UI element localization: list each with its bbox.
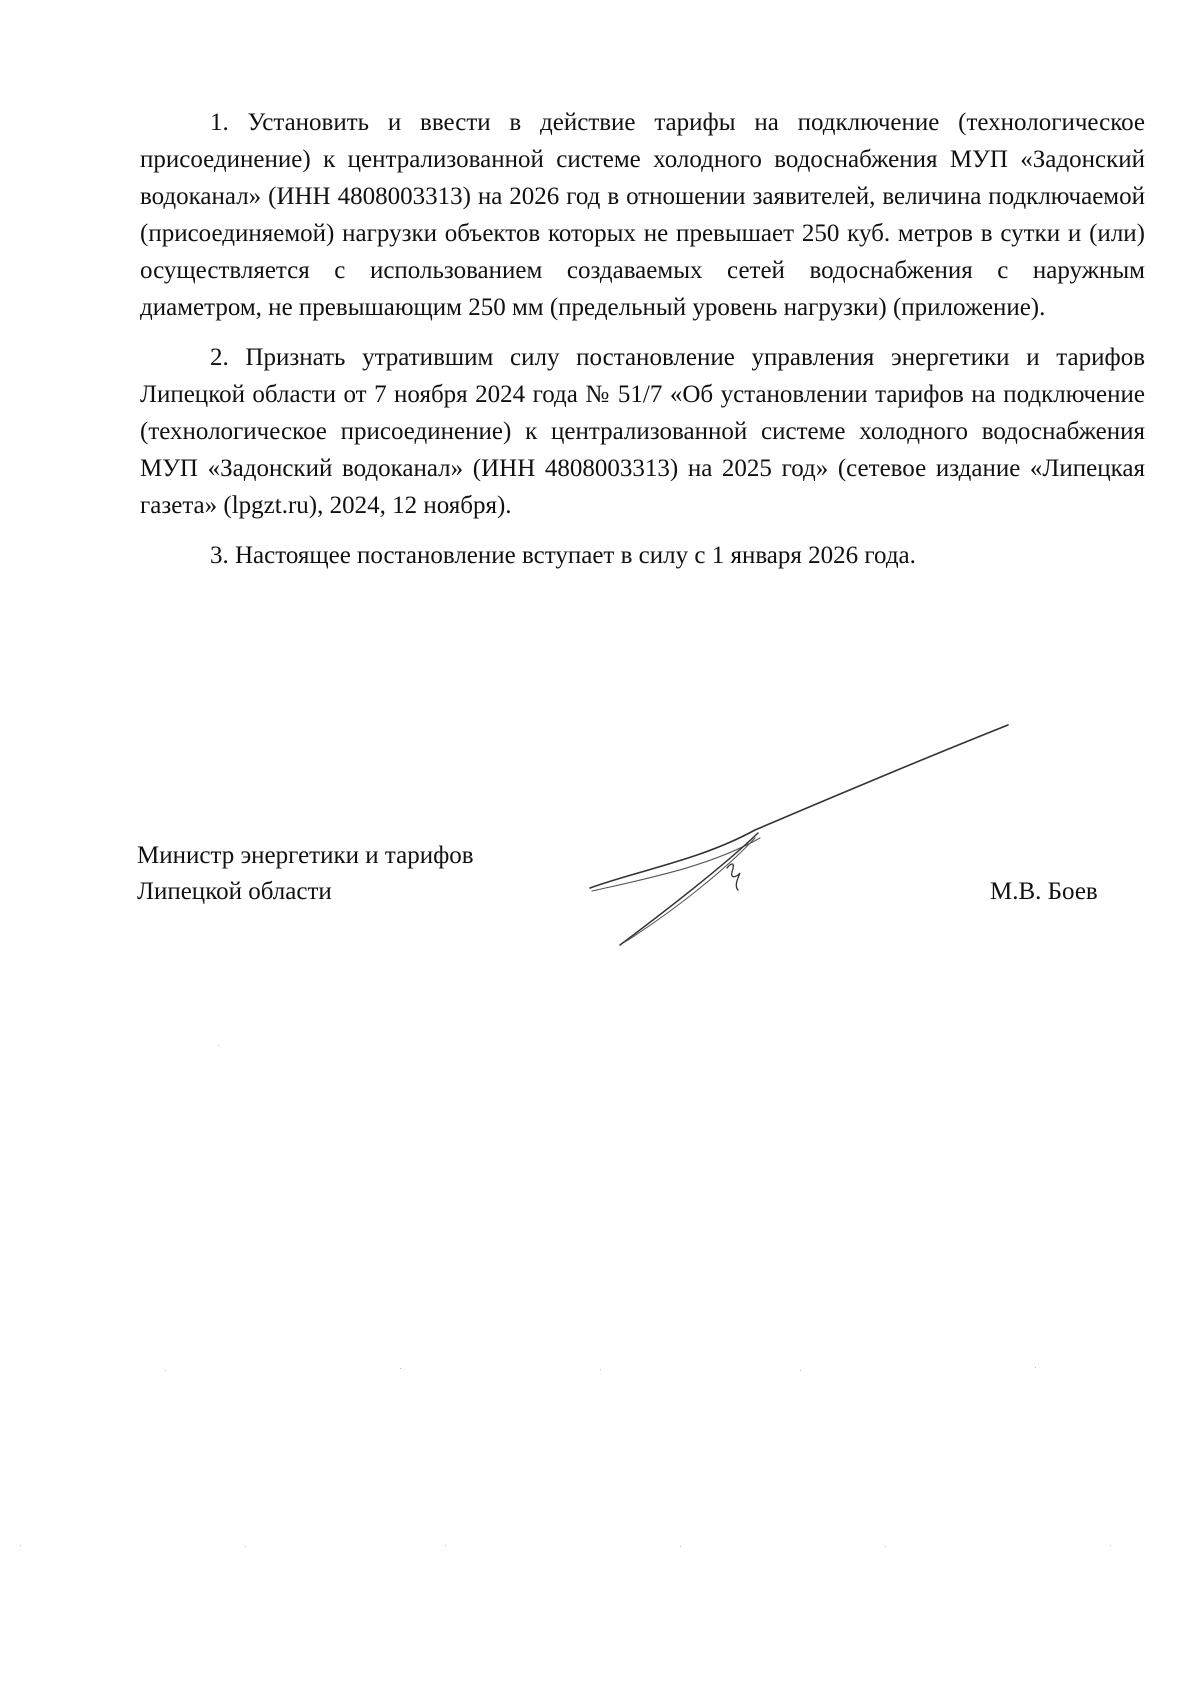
paragraph-3: 3. Настоящее постановление вступает в силу с 1 января 2026 года. [210, 542, 916, 569]
handwritten-signature [580, 720, 1040, 950]
paragraph-2: 2. Признать утратившим силу постановление управления энергетики и тарифов Липецкой области от 7 ноября 2024 года № 51/7 «Об установлении тарифов на подключение (технологическое присоединение) к централизованной системе холодного водоснабжения МУП «Задонский водоканал» (ИНН 4808003313) на 2025 год» (сетевое издание «Липецкая газета» (lpgzt.ru), 2024, 12 ноября). [140, 344, 1145, 519]
signatory-title-line-1: Министр энергетики и тарифов [137, 842, 474, 869]
signatory-title-line-2: Липецкой области [137, 878, 332, 905]
document-body [140, 104, 1145, 574]
signatory-title [137, 838, 474, 910]
paragraph-1: 1. Установить и ввести в действие тарифы на подключение (технологическое присоединение) к централизованной системе холодного водоснабжения МУП «Задонский водоканал» (ИНН 4808003313) на 2026 год в отношении заявителей, величина подключаемой (присоединяемой) нагрузки объектов которых не превышает 250 куб. метров в сутки и (или) осуществляется с использованием создаваемых сетей водоснабжения с наружным диаметром, не превышающим 250 мм (предельный уровень нагрузки) (приложение). [140, 109, 1145, 321]
signatory-name: М.В. Боев [990, 878, 1098, 905]
